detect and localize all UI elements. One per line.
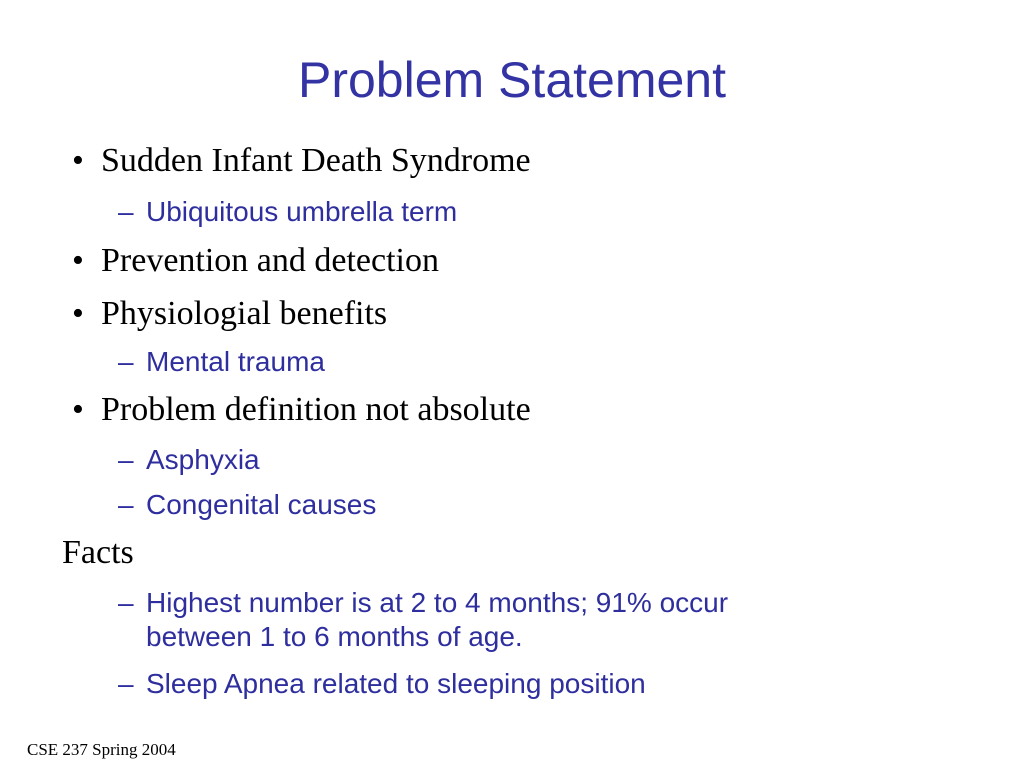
sub-bullet-text: Congenital causes [146,489,377,520]
bullet-icon: • [72,391,84,428]
facts-heading: Facts [62,534,134,571]
dash-icon: – [118,668,134,699]
slide-title: Problem Statement [298,52,726,108]
dash-icon: – [118,196,134,227]
bullet-icon: • [72,242,84,279]
dash-icon: – [118,587,134,618]
dash-icon: – [118,346,134,377]
sub-bullet-text: Ubiquitous umbrella term [146,196,458,227]
bullet-text: Sudden Infant Death Syndrome [101,142,531,179]
sub-bullet-text: Mental trauma [146,346,325,377]
bullet-icon: • [72,295,84,332]
bullet-text: Prevention and detection [101,242,440,279]
slide-footer: CSE 237 Spring 2004 [27,740,176,759]
bullet-icon: • [72,142,84,179]
sub-bullet-text: Highest number is at 2 to 4 months; 91% occur [146,587,729,618]
dash-icon: – [118,489,134,520]
sub-bullet-text: between 1 to 6 months of age. [146,621,523,652]
dash-icon: – [118,444,134,475]
bullet-text: Physiologial benefits [101,295,388,332]
bullet-text: Problem definition not absolute [101,391,531,428]
sub-bullet-text: Asphyxia [146,444,260,475]
sub-bullet-text: Sleep Apnea related to sleeping position [146,668,646,699]
